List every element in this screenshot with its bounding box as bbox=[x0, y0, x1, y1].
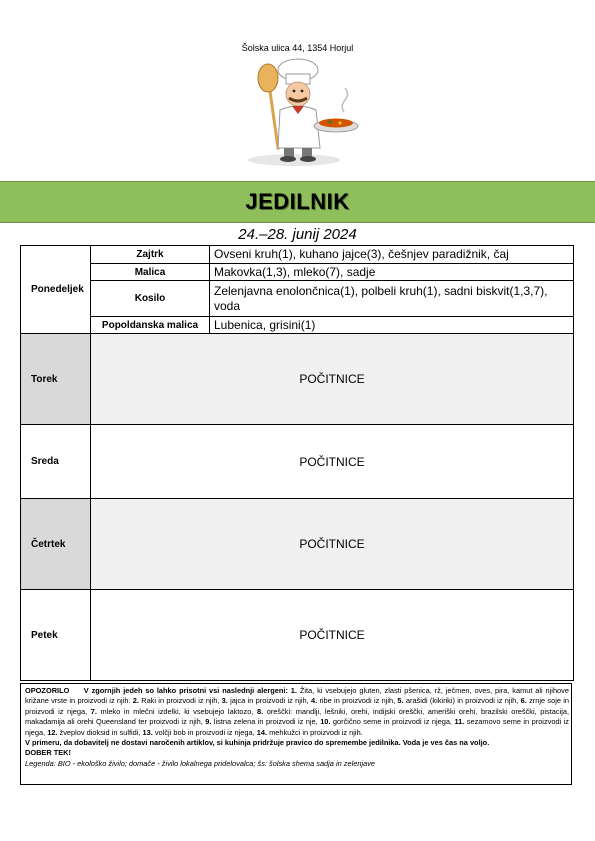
allergen-notice bbox=[20, 683, 572, 785]
allergen-number: 8. bbox=[256, 706, 264, 716]
warning-label: OPOZORILO bbox=[25, 686, 70, 695]
table-row bbox=[21, 499, 574, 590]
table-row bbox=[21, 334, 574, 425]
menu-dates: 24.–28. junij 2024 bbox=[238, 226, 357, 243]
meal-label: Kosilo bbox=[91, 281, 210, 317]
day-label: Petek bbox=[21, 590, 91, 681]
holiday-text: POČITNICE bbox=[91, 590, 574, 681]
holiday-text: POČITNICE bbox=[91, 499, 574, 590]
table-row bbox=[21, 590, 574, 681]
allergen-number: 2. bbox=[132, 696, 139, 706]
school-address: Šolska ulica 44, 1354 Horjul bbox=[241, 43, 354, 53]
allergen-number: 5. bbox=[397, 696, 404, 706]
day-label: Torek bbox=[21, 334, 91, 425]
allergen-number: 3. bbox=[221, 696, 228, 706]
allergen-text: oreščki: mandlji, lešniki, orehi, indijski oreščki, ameriški orehi, brazilski oreščki, pistacija, makadamija ali orehi Queensland ter proizvodi iz njih, bbox=[25, 706, 570, 727]
allergen-number: 12. bbox=[47, 727, 58, 737]
meal-food: Zelenjavna enolončnica(1), polbeli kruh(1), sadni biskvit(1,3,7), voda bbox=[210, 281, 574, 317]
day-label: Četrtek bbox=[21, 499, 91, 590]
holiday-text: POČITNICE bbox=[91, 425, 574, 499]
allergen-number: 7. bbox=[90, 706, 97, 716]
allergen-text: listna zelena in proizvodi iz nje, bbox=[211, 717, 321, 727]
meal-food: Lubenica, grisini(1) bbox=[210, 317, 574, 334]
allergen-text: ribe in proizvodi iz njih, bbox=[317, 696, 398, 706]
chef-illustration bbox=[232, 56, 362, 168]
allergen-number: 14. bbox=[256, 727, 268, 737]
table-row bbox=[21, 281, 574, 317]
allergen-number: 10. bbox=[320, 717, 331, 727]
allergen-text: gorčično seme in proizvodi iz njega, bbox=[330, 717, 455, 727]
allergen-intro: V zgornjih jedeh so lahko prisotni vsi naslednji alergeni: bbox=[83, 686, 288, 695]
allergen-number: 11. bbox=[454, 717, 465, 727]
menu-table bbox=[20, 245, 574, 681]
closing-text: DOBER TEK! bbox=[25, 748, 71, 758]
allergen-text: mleko in mlečni izdelki, ki vsebujejo laktozo, bbox=[96, 706, 257, 716]
allergen-text: mehkužci in proizvodi iz njih. bbox=[267, 727, 363, 737]
allergen-text: volčji bob in proizvodi iz njega, bbox=[152, 727, 257, 737]
meal-food: Makovka(1,3), mleko(7), sadje bbox=[210, 264, 574, 281]
allergen-text: Žita, ki vsebujejo gluten, zlasti pšenica, rž, ječmen, oves, pira, kamut ali njihove križane vrste in proizvodi iz njih. bbox=[25, 686, 569, 706]
day-label: Sreda bbox=[21, 425, 91, 499]
allergen-number: 1. bbox=[287, 686, 297, 695]
meal-label: Popoldanska malica bbox=[91, 317, 210, 334]
allergen-paragraph bbox=[25, 686, 569, 738]
table-row bbox=[21, 317, 574, 334]
allergen-text: arašidi (kikiriki) in proizvodi iz njih, bbox=[403, 696, 521, 706]
holiday-text: POČITNICE bbox=[91, 334, 574, 425]
supplier-note: V primeru, da dobavitelj ne dostavi naročenih artiklov, si kuhinja pridržuje pravico do spremembe jedilnika. Voda je ves čas na voljo. bbox=[25, 738, 490, 748]
allergen-number: 4. bbox=[310, 696, 318, 706]
table-row bbox=[21, 425, 574, 499]
day-label: Ponedeljek bbox=[21, 246, 91, 334]
table-row bbox=[21, 246, 574, 264]
allergen-number: 6. bbox=[520, 696, 527, 706]
allergen-number: 9. bbox=[205, 717, 212, 727]
allergen-number: 13. bbox=[142, 727, 153, 737]
allergen-text: Raki in proizvodi iz njih, bbox=[138, 696, 222, 706]
allergen-text: zrnje soje in proizvodi iz njega, bbox=[25, 696, 569, 716]
meal-label: Zajtrk bbox=[91, 246, 210, 264]
legend: Legenda: BIO - ekološko živilo; domače - živilo lokalnega pridelovalca; šs: šolska shema sadja in zelenjave bbox=[25, 758, 376, 768]
meal-label: Malica bbox=[91, 264, 210, 281]
menu-title: JEDILNIK bbox=[245, 189, 350, 214]
allergen-text: žveplov dioksid in sulfidi, bbox=[57, 727, 143, 737]
allergen-text: sezamovo seme in proizvodi iz njega, bbox=[25, 717, 569, 737]
allergen-text: jajca in proizvodi iz njih, bbox=[227, 696, 311, 706]
meal-food: Ovseni kruh(1), kuhano jajce(3), češnjev paradižnik, čaj bbox=[210, 246, 574, 264]
table-row bbox=[21, 264, 574, 281]
title-banner bbox=[0, 181, 595, 223]
